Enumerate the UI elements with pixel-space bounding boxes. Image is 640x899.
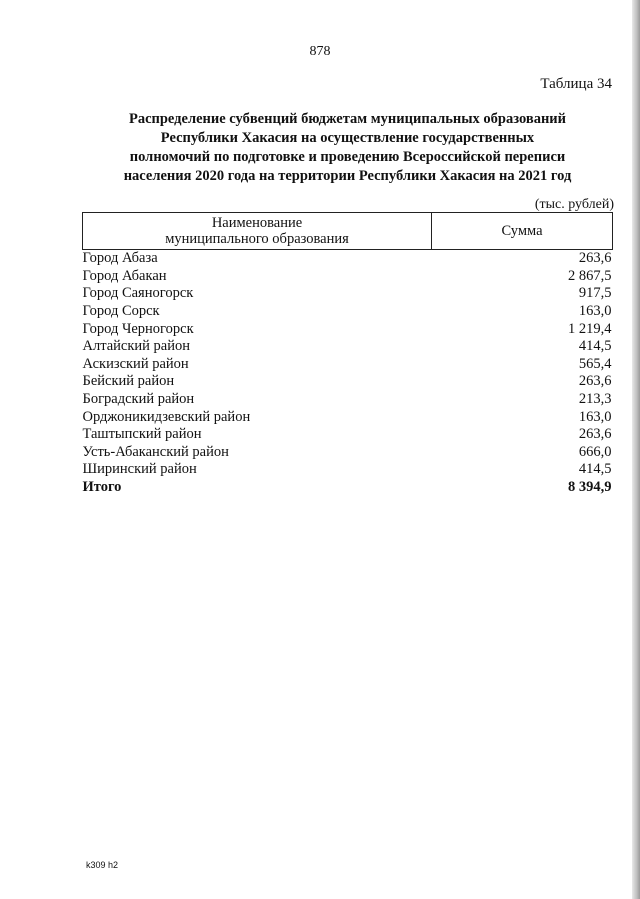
row-value: 2 867,5 <box>568 267 612 284</box>
subvention-table <box>82 212 613 496</box>
page-number: 878 <box>309 44 331 59</box>
scan-edge-shadow <box>632 0 640 899</box>
total-label: Итого <box>82 479 122 496</box>
row-name: Боградский район <box>82 391 195 408</box>
table-row <box>83 303 613 321</box>
header-name-line: муниципального образования <box>165 231 349 247</box>
table-row <box>83 461 613 479</box>
row-value: 263,6 <box>578 373 612 390</box>
heading-line: Республики Хакасия на осуществление государственных <box>160 130 535 146</box>
row-name: Аскизский район <box>82 355 189 372</box>
row-name: Таштыпский район <box>82 426 202 443</box>
table-header <box>83 213 613 250</box>
table-row <box>83 391 613 409</box>
row-name: Орджоникидзевский район <box>82 408 251 425</box>
table-row <box>83 268 613 286</box>
table-row <box>83 356 613 374</box>
table-row <box>83 444 613 462</box>
row-value: 666,0 <box>578 443 612 460</box>
header-row <box>83 213 613 250</box>
row-name: Бейский район <box>82 373 175 390</box>
row-name: Город Абакан <box>82 267 167 284</box>
table-row <box>83 338 613 356</box>
row-name: Усть-Абаканский район <box>82 443 229 460</box>
row-value: 263,6 <box>578 426 612 443</box>
row-name: Город Сорск <box>82 303 160 320</box>
row-value: 163,0 <box>578 303 612 320</box>
row-value: 917,5 <box>578 285 612 302</box>
total-value: 8 394,9 <box>568 479 612 496</box>
row-name: Алтайский район <box>82 338 190 355</box>
row-value: 213,3 <box>578 391 612 408</box>
total-row <box>83 479 613 497</box>
table-label: Таблица 34 <box>540 76 612 92</box>
row-name: Город Саяногорск <box>82 285 194 302</box>
row-value: 414,5 <box>578 461 612 478</box>
document-heading <box>80 110 615 186</box>
row-value: 263,6 <box>578 250 612 267</box>
units-note: (тыс. рублей) <box>534 197 614 212</box>
row-value: 414,5 <box>578 338 612 355</box>
heading-line: полномочий по подготовке и проведению Всероссийской переписи <box>129 149 566 165</box>
footer-code: k309 h2 <box>86 860 119 870</box>
heading-line: населения 2020 года на территории Республики Хакасия на 2021 год <box>123 168 572 184</box>
header-name-line: Наименование <box>211 215 303 231</box>
row-value: 565,4 <box>578 355 612 372</box>
column-header-sum: Сумма <box>432 213 613 250</box>
table-row <box>83 285 613 303</box>
table-body <box>83 250 613 497</box>
heading-line: Распределение субвенций бюджетам муниципальных образований <box>128 111 567 127</box>
table-row <box>83 373 613 391</box>
row-value: 1 219,4 <box>568 320 612 337</box>
table-row <box>83 320 613 338</box>
row-name: Город Черногорск <box>82 320 194 337</box>
table-row <box>83 426 613 444</box>
table-row <box>83 408 613 426</box>
column-header-name <box>83 213 432 250</box>
table-row <box>83 250 613 268</box>
row-value: 163,0 <box>578 408 612 425</box>
row-name: Город Абаза <box>82 250 158 267</box>
row-name: Ширинский район <box>82 461 197 478</box>
